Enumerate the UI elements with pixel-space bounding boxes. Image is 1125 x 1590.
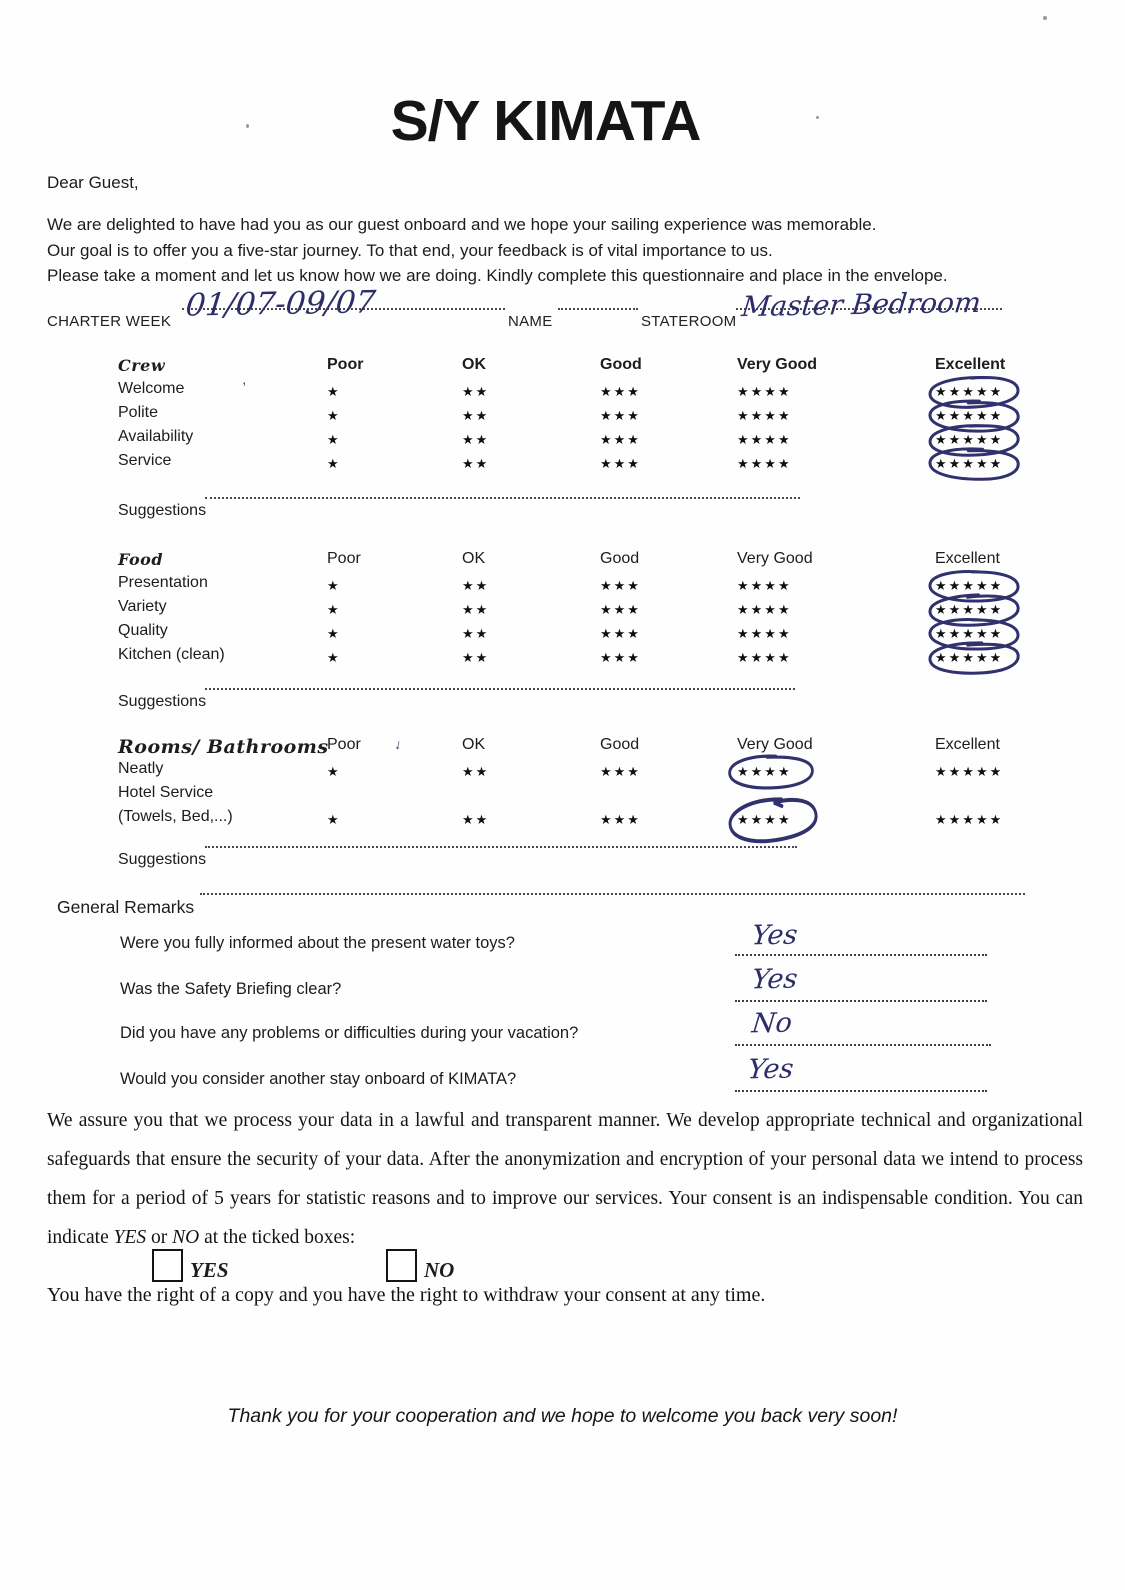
suggestions-label: Suggestions: [118, 851, 207, 868]
section-title-rooms: Rooms/ Bathrooms: [118, 736, 329, 758]
rating-stars: ★★★: [600, 578, 641, 593]
rating-stars-selected: ★★★★★: [935, 646, 1003, 670]
pen-mark: ’: [242, 379, 246, 395]
answer-handwriting: Yes: [746, 1053, 795, 1086]
rating-stars: ★★★: [600, 384, 641, 399]
consent-body: We assure you that we process your data in a lawful and transparent manner. We develop appropriate technical and organizational safeguards that ensure the security of your data. After the anonymization and encryption of your personal data we intend to process them for a period of 5 years for statistic reasons and to improve our services. Your consent is an indispensable condition. You can indicate: [47, 1110, 1083, 1248]
salutation: Dear Guest,: [47, 173, 139, 192]
rating-stars-selected: ★★★★★: [935, 622, 1003, 646]
rating-stars: ★: [327, 432, 341, 447]
rating-stars-selected: ★★★★★: [935, 428, 1003, 452]
scale-header-poor: Poor ↓: [327, 735, 404, 753]
rating-stars: ★★★: [600, 408, 641, 423]
rating-stars: ★: [327, 578, 341, 593]
rating-stars: ★: [327, 812, 341, 827]
rating-stars: ★★: [462, 764, 490, 779]
answer-handwriting: No: [750, 1007, 794, 1040]
rating-stars: ★★: [462, 812, 490, 827]
scale-header-very-good: Very Good: [737, 550, 813, 567]
intro-paragraph: [47, 212, 1047, 289]
question-another-stay: Would you consider another stay onboard of KIMATA?: [120, 1070, 517, 1088]
rating-stars: ★★★★: [737, 626, 792, 641]
rating-stars: ★★★★: [737, 650, 792, 665]
question-safety-briefing: Was the Safety Briefing clear?: [120, 980, 342, 998]
suggestions-field: [205, 497, 800, 499]
rating-stars: ★★: [462, 650, 490, 665]
closing-line: Thank you for your cooperation and we hope to welcome you back very soon!: [227, 1405, 898, 1427]
rating-stars: ★★: [462, 384, 490, 399]
rating-stars-selected: ★★★★★: [935, 452, 1003, 476]
general-remarks-field: [200, 893, 1025, 895]
name-field: [558, 308, 638, 310]
no-checkbox-label: NO: [424, 1258, 455, 1282]
general-remarks-label: General Remarks: [57, 897, 195, 917]
scale-header-very-good: Very Good: [737, 736, 813, 753]
row-label: Polite: [118, 404, 159, 421]
scale-header-excellent: Excellent: [935, 356, 1006, 373]
rating-stars: ★★★★: [737, 456, 792, 471]
rating-stars-selected: ★★★★: [737, 808, 792, 832]
rating-stars: ★★★★★: [935, 812, 1004, 827]
stateroom-label: STATEROOM: [641, 313, 737, 330]
rating-stars: ★: [327, 408, 341, 423]
no-checkbox[interactable]: [386, 1249, 417, 1282]
row-label: Availability: [118, 428, 194, 445]
row-label: Kitchen (clean): [118, 646, 225, 663]
rating-stars: ★★★: [600, 650, 641, 665]
intro-line: Our goal is to offer you a five-star journey. To that end, your feedback is of vital importance to us.: [47, 240, 773, 260]
scale-header-poor: Poor: [327, 356, 364, 373]
consent-yes-word: YES: [113, 1227, 147, 1248]
yes-checkbox-label: YES: [190, 1258, 229, 1282]
rating-stars: ★★★: [600, 456, 641, 471]
rating-stars: ★★: [462, 408, 490, 423]
suggestions-field: [205, 688, 795, 690]
row-label: Service: [118, 452, 172, 469]
rating-stars: ★★★★: [737, 384, 792, 399]
rating-stars-selected: ★★★★★: [935, 380, 1003, 404]
rating-stars-selected: ★★★★★: [935, 574, 1003, 598]
intro-line: We are delighted to have had you as our guest onboard and we hope your sailing experience was memorable.: [47, 215, 877, 234]
rating-stars: ★: [327, 650, 341, 665]
yes-checkbox[interactable]: [152, 1249, 183, 1282]
rating-stars: ★★★: [600, 432, 641, 447]
rating-stars: ★★: [462, 626, 490, 641]
stateroom-handwriting: Master Bedroom: [740, 285, 983, 324]
row-label: Welcome: [118, 380, 185, 397]
rating-stars: ★★★: [600, 764, 641, 779]
row-label: Presentation: [118, 574, 208, 591]
scale-header-ok: OK: [462, 356, 486, 373]
pen-mark: ↓: [393, 735, 404, 753]
rating-stars: ★: [327, 384, 341, 399]
rating-stars: ★★: [462, 602, 490, 617]
food-rating-table: [118, 550, 1055, 670]
charter-week-label: CHARTER WEEK: [47, 313, 172, 330]
rating-stars: ★★★★★: [935, 764, 1004, 779]
consent-tail: at the ticked boxes:: [199, 1227, 356, 1248]
scale-header-ok: OK: [462, 550, 486, 567]
rating-stars: ★★★: [600, 626, 641, 641]
row-label: Hotel Service: [118, 784, 214, 801]
rating-stars: ★: [327, 626, 341, 641]
scale-header-excellent: Excellent: [935, 550, 1000, 567]
answer-handwriting: Yes: [750, 919, 799, 952]
scale-header-ok: OK: [462, 736, 486, 753]
rating-stars: ★★★: [600, 602, 641, 617]
consent-no-word: NO: [172, 1227, 200, 1248]
consent-paragraph: We assure you that we process your data in a lawful and transparent manner. We develop appropriate technical and organizational safeguards that ensure the security of your data. After the anonymization and encryption of your personal data we intend to process them for a period of 5 years for statistic reasons and to improve our services. Your consent is an indispensable condition. You can indicate YES or NO at the ticked boxes:: [47, 1110, 1083, 1248]
row-label: Quality: [118, 622, 168, 639]
rating-stars: ★: [327, 764, 341, 779]
question-problems: Did you have any problems or difficulties during your vacation?: [120, 1024, 579, 1042]
scale-header-very-good: Very Good: [737, 356, 818, 373]
row-label: Variety: [118, 598, 167, 615]
scan-speck: [1043, 16, 1047, 20]
rating-stars: ★★: [462, 432, 490, 447]
name-label: NAME: [508, 313, 553, 330]
charter-week-handwriting: 01/07-09/07: [183, 284, 378, 324]
suggestions-field: [205, 846, 797, 848]
section-title-crew: Crew: [118, 356, 166, 375]
rating-stars: ★★★★: [737, 408, 792, 423]
rating-stars: ★★★: [600, 812, 641, 827]
rating-stars-selected: ★★★★: [737, 760, 792, 784]
section-title-food: Food: [118, 550, 164, 569]
scale-header-excellent: Excellent: [935, 736, 1000, 753]
suggestions-label: Suggestions: [118, 502, 207, 519]
rating-stars: ★★: [462, 456, 490, 471]
scale-header-poor: Poor: [327, 550, 361, 567]
rating-stars: ★★★★: [737, 578, 792, 593]
rating-stars: ★: [327, 602, 341, 617]
page-title: S/Y KIMATA: [390, 89, 701, 153]
rating-stars-selected: ★★★★★: [935, 598, 1003, 622]
rating-stars: ★★: [462, 578, 490, 593]
rating-stars: ★★★★: [737, 432, 792, 447]
question-water-toys: Were you fully informed about the present water toys?: [120, 934, 515, 952]
row-sublabel: (Towels, Bed,...): [118, 808, 233, 825]
intro-line: Please take a moment and let us know how we are doing. Kindly complete this questionnaire and place in the envelope.: [47, 266, 948, 285]
scale-header-good: Good: [600, 356, 642, 373]
rating-stars-selected: ★★★★★: [935, 404, 1003, 428]
consent-rights-line: You have the right of a copy and you have the right to withdraw your consent at any time.: [47, 1284, 766, 1306]
rating-stars: ★: [327, 456, 341, 471]
rooms-rating-table: [118, 736, 1055, 832]
scale-header-good: Good: [600, 550, 640, 567]
answer-handwriting: Yes: [750, 963, 799, 996]
row-label: Neatly: [118, 760, 164, 777]
crew-rating-table: [118, 356, 1055, 476]
rating-stars: ★★★★: [737, 602, 792, 617]
scale-header-good: Good: [600, 736, 640, 753]
suggestions-label: Suggestions: [118, 693, 207, 710]
